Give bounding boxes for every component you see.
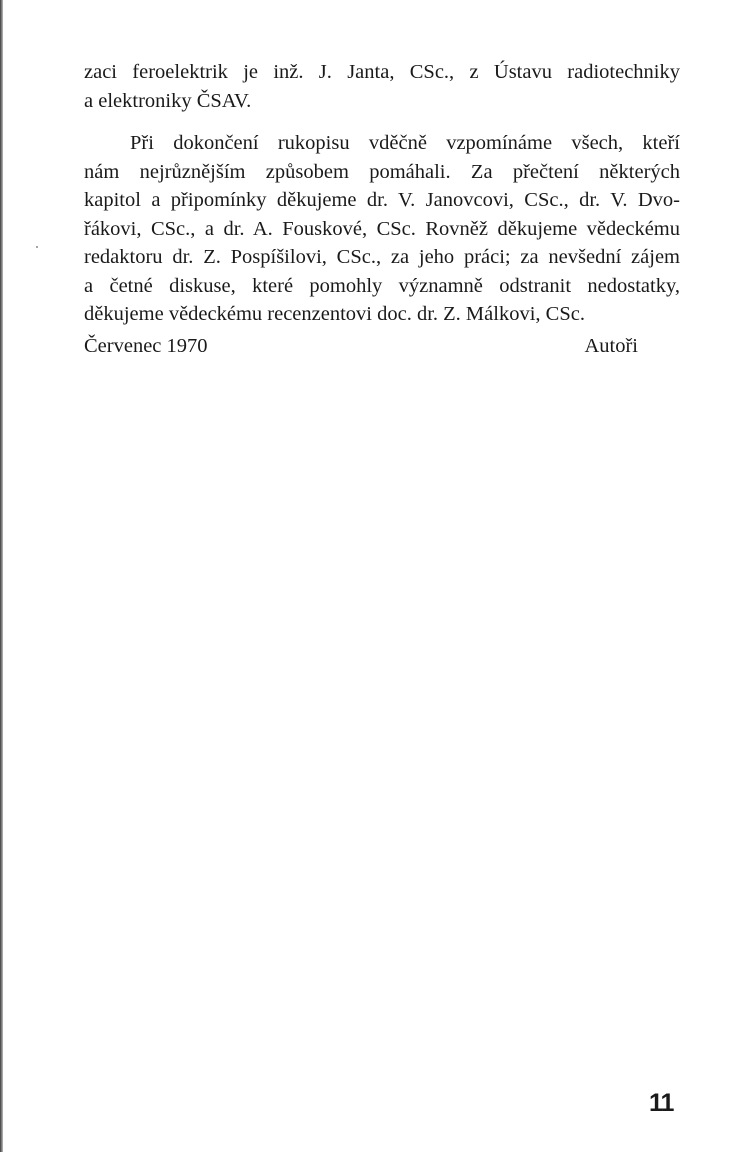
author-signature: Autoři bbox=[584, 335, 638, 357]
body-text bbox=[84, 58, 680, 329]
text-line: zaci feroelektrik je inž. J. Janta, CSc., z Ústavu radiotechniky bbox=[84, 61, 680, 83]
scan-speck bbox=[36, 246, 38, 248]
paragraph-1 bbox=[84, 58, 680, 115]
date-text: Červenec 1970 bbox=[84, 335, 208, 357]
text-line: a četné diskuse, které pomohly významně odstranit nedostatky, bbox=[84, 274, 680, 297]
text-line: řákovi, CSc., a dr. A. Fouskové, CSc. Rovněž děkujeme vědeckému bbox=[84, 217, 680, 240]
text-line: kapitol a připomínky děkujeme dr. V. Janovcovi, CSc., dr. V. Dvo- bbox=[84, 189, 680, 211]
text-line: nám nejrůznějším způsobem pomáhali. Za přečtení některých bbox=[84, 160, 680, 183]
closing-line bbox=[84, 332, 638, 360]
page-binding-edge bbox=[0, 0, 3, 1152]
paragraph-gap bbox=[84, 115, 680, 129]
paragraph-2 bbox=[84, 129, 680, 329]
text-line: děkujeme vědeckému recenzentovi doc. dr. Z. Málkovi, CSc. bbox=[84, 303, 585, 325]
page-number: 11 bbox=[649, 1089, 674, 1117]
text-line: redaktoru dr. Z. Pospíšilovi, CSc., za jeho práci; za nevšední zájem bbox=[84, 246, 680, 268]
text-line: a elektroniky ČSAV. bbox=[84, 89, 252, 112]
text-line: Při dokončení rukopisu vděčně vzpomínáme všech, kteří bbox=[130, 132, 680, 154]
